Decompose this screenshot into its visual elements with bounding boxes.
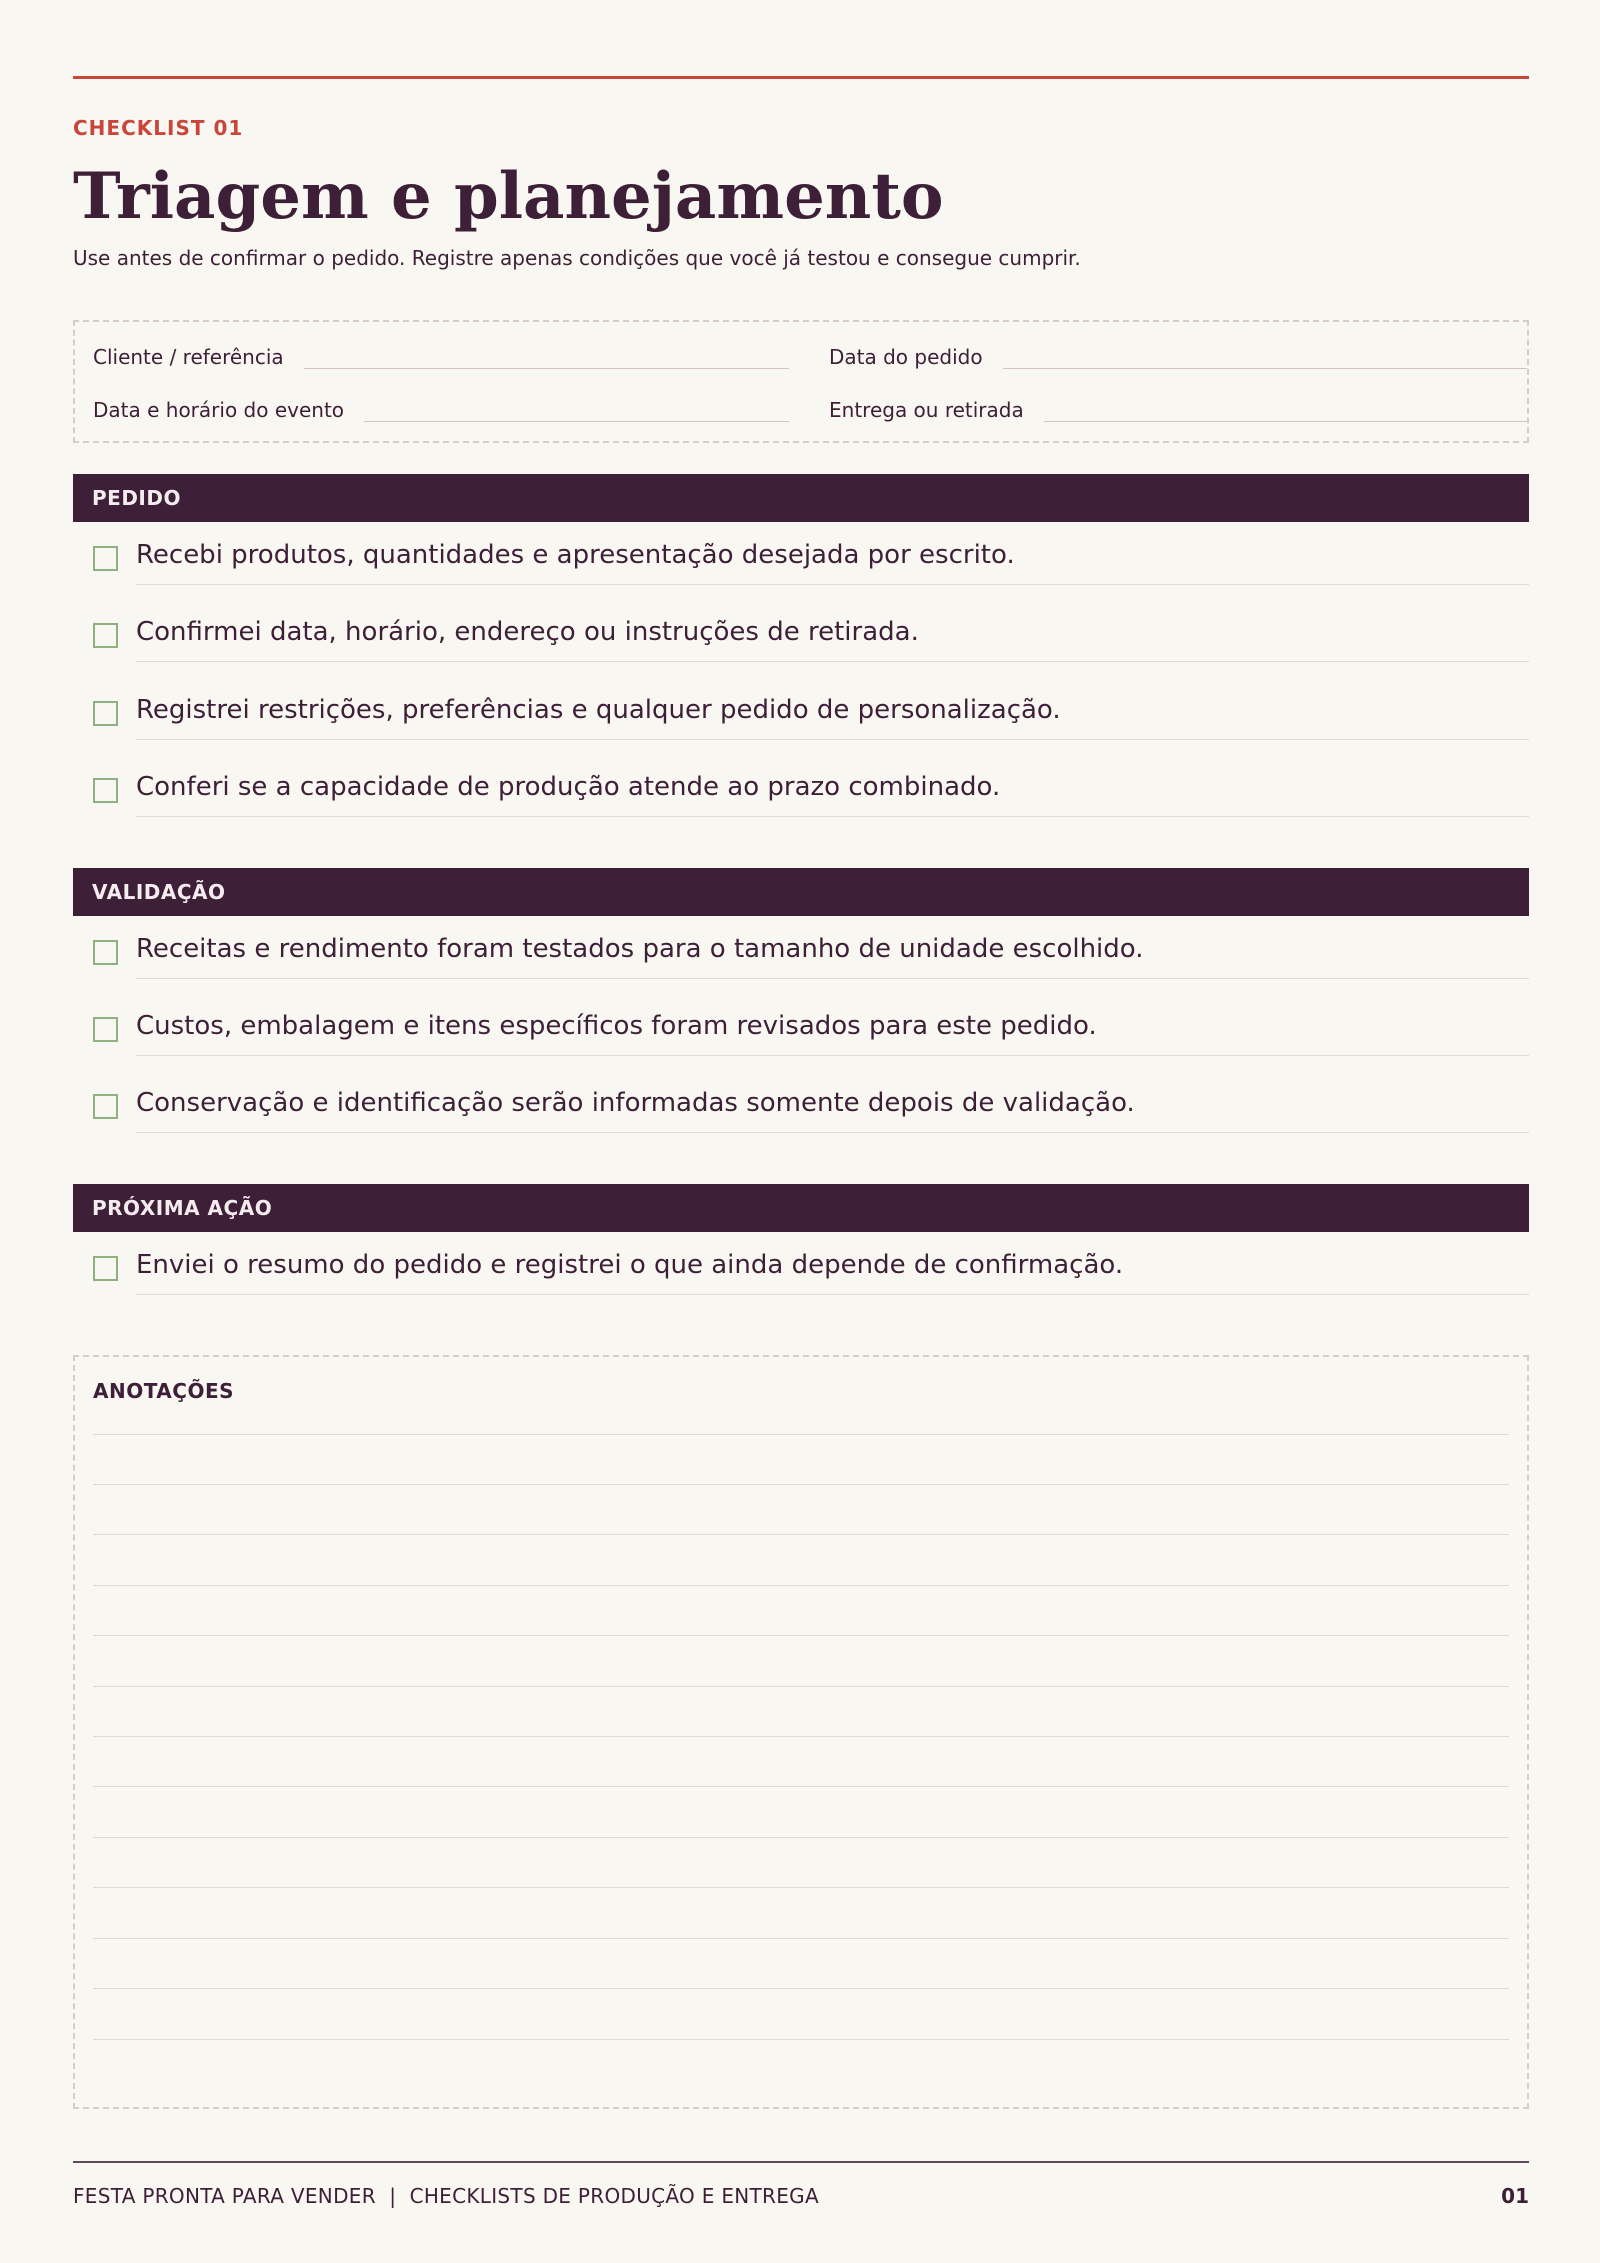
event-date-line[interactable] — [364, 397, 789, 422]
order-date-label: Data do pedido — [829, 345, 983, 369]
checklist-item — [73, 1232, 1529, 1309]
checkbox[interactable] — [93, 623, 118, 648]
section-header-proxima-acao: PRÓXIMA AÇÃO — [73, 1184, 1529, 1232]
checklist-number: CHECKLIST 01 — [73, 116, 244, 140]
footer-title: FESTA PRONTA PARA VENDER | CHECKLISTS DE PRODUÇÃO E ENTREGA — [73, 2184, 819, 2208]
checklist-item-text: Receitas e rendimento foram testados para o tamanho de unidade escolhido. — [136, 934, 1144, 964]
item-divider — [136, 978, 1529, 979]
order-date-line[interactable] — [1003, 344, 1527, 369]
client-field[interactable] — [93, 344, 789, 369]
notes-line — [93, 1988, 1509, 1989]
checkbox[interactable] — [93, 940, 118, 965]
footer-rule — [73, 2161, 1529, 2163]
checklist-item — [73, 522, 1529, 599]
notes-line — [93, 1938, 1509, 1939]
notes-box[interactable] — [73, 1355, 1529, 2109]
checkbox[interactable] — [93, 1256, 118, 1281]
item-divider — [136, 584, 1529, 585]
page-number: 01 — [1501, 2184, 1529, 2208]
delivery-label: Entrega ou retirada — [829, 398, 1024, 422]
order-info-box — [73, 320, 1529, 443]
checklist-item-text: Registrei restrições, preferências e qualquer pedido de personalização. — [136, 695, 1061, 725]
notes-line — [93, 2039, 1509, 2040]
event-date-field[interactable] — [93, 397, 789, 422]
checklist-item — [73, 754, 1529, 831]
checklist-item — [73, 599, 1529, 676]
item-divider — [136, 1055, 1529, 1056]
client-field-line[interactable] — [304, 344, 789, 369]
delivery-field[interactable] — [829, 397, 1527, 422]
notes-line — [93, 1434, 1509, 1435]
item-divider — [136, 739, 1529, 740]
notes-line — [93, 1887, 1509, 1888]
client-field-label: Cliente / referência — [93, 345, 284, 369]
checklist-item — [73, 677, 1529, 754]
item-divider — [136, 661, 1529, 662]
checklist-page — [73, 0, 1529, 2263]
notes-title: ANOTAÇÕES — [93, 1379, 235, 1403]
checklist-item — [73, 1070, 1529, 1147]
notes-line — [93, 1686, 1509, 1687]
delivery-line[interactable] — [1044, 397, 1527, 422]
notes-line — [93, 1786, 1509, 1787]
checklist-item — [73, 993, 1529, 1070]
checkbox[interactable] — [93, 1017, 118, 1042]
order-date-field[interactable] — [829, 344, 1527, 369]
checklist-item-text: Custos, embalagem e itens específicos foram revisados para este pedido. — [136, 1011, 1097, 1041]
section-header-pedido: PEDIDO — [73, 474, 1529, 522]
section-header-validacao: VALIDAÇÃO — [73, 868, 1529, 916]
checklist-item-text: Conferi se a capacidade de produção atende ao prazo combinado. — [136, 772, 1001, 802]
checklist-item-text: Conservação e identificação serão informadas somente depois de validação. — [136, 1088, 1135, 1118]
checkbox[interactable] — [93, 701, 118, 726]
page-subtitle: Use antes de confirmar o pedido. Registre apenas condições que você já testou e consegue cumprir. — [73, 246, 1081, 270]
notes-line — [93, 1736, 1509, 1737]
page-title: Triagem e planejamento — [73, 159, 944, 234]
notes-line — [93, 1837, 1509, 1838]
notes-line — [93, 1635, 1509, 1636]
event-date-label: Data e horário do evento — [93, 398, 345, 422]
notes-line — [93, 1585, 1509, 1586]
item-divider — [136, 1294, 1529, 1295]
checkbox[interactable] — [93, 778, 118, 803]
item-divider — [136, 1132, 1529, 1133]
checklist-item-text: Confirmei data, horário, endereço ou instruções de retirada. — [136, 617, 919, 647]
item-divider — [136, 816, 1529, 817]
checklist-item-text: Enviei o resumo do pedido e registrei o que ainda depende de confirmação. — [136, 1250, 1124, 1280]
top-rule — [73, 76, 1529, 79]
notes-line — [93, 1484, 1509, 1485]
checklist-item — [73, 916, 1529, 993]
checkbox[interactable] — [93, 546, 118, 571]
notes-line — [93, 1534, 1509, 1535]
checklist-item-text: Recebi produtos, quantidades e apresentação desejada por escrito. — [136, 540, 1015, 570]
checkbox[interactable] — [93, 1094, 118, 1119]
